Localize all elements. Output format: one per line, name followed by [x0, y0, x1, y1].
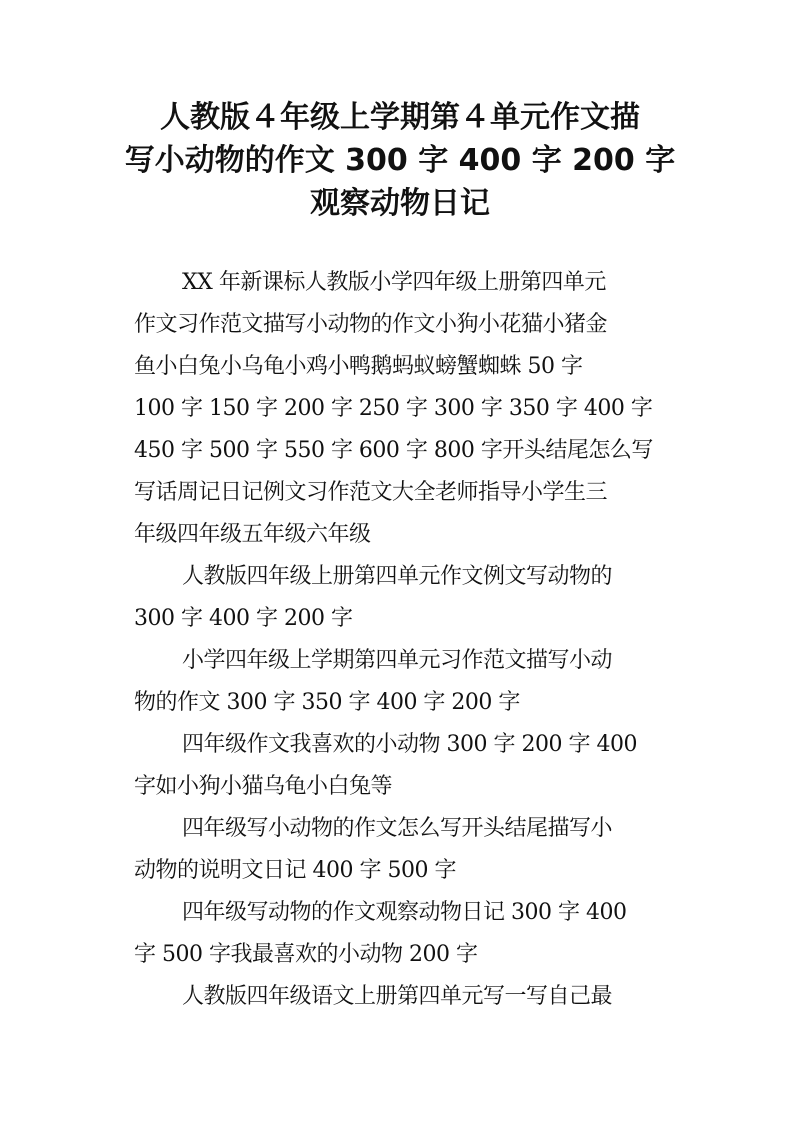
paragraph	[134, 262, 666, 556]
paragraph	[134, 808, 666, 892]
text-line: 小学四年级上学期第四单元习作范文描写小动	[182, 648, 613, 673]
text-line: 四年级写小动物的作文怎么写开头结尾描写小	[182, 816, 613, 841]
paragraph	[134, 640, 666, 724]
text-line: 动物的说明文日记 400 字 500 字	[134, 858, 456, 883]
title-line: 人教版４年级上学期第４单元作文描	[160, 100, 640, 135]
text-line: 字 500 字我最喜欢的小动物 200 字	[134, 942, 478, 967]
text-line: 人教版四年级语文上册第四单元写一写自己最	[182, 984, 613, 1009]
text-line: 100 字 150 字 200 字 250 字 300 字 350 字 400 字	[134, 396, 653, 421]
paragraph	[134, 724, 666, 808]
text-line: 写话周记日记例文习作范文大全老师指导小学生三	[134, 480, 608, 505]
text-line: 四年级写动物的作文观察动物日记 300 字 400	[182, 900, 627, 925]
paragraph	[134, 892, 666, 976]
text-line: 450 字 500 字 550 字 600 字 800 字开头结尾怎么写	[134, 438, 653, 463]
text-line: 物的作文 300 字 350 字 400 字 200 字	[134, 690, 520, 715]
text-line: 年级四年级五年级六年级	[134, 522, 371, 547]
document-title	[100, 96, 700, 225]
text-line: 字如小狗小猫乌龟小白兔等	[134, 774, 393, 799]
text-line: 作文习作范文描写小动物的作文小狗小花猫小猪金	[134, 312, 608, 337]
paragraph	[134, 556, 666, 640]
text-line: XX 年新课标人教版小学四年级上册第四单元	[182, 270, 606, 295]
text-line: 人教版四年级上册第四单元作文例文写动物的	[182, 564, 613, 589]
text-line: 鱼小白兔小乌龟小鸡小鸭鹅蚂蚁螃蟹蜘蛛 50 字	[134, 354, 583, 379]
title-line: 观察动物日记	[310, 186, 490, 221]
title-line: 写小动物的作文 300 字 400 字 200 字	[124, 143, 676, 178]
paragraph	[134, 976, 666, 1018]
text-line: 300 字 400 字 200 字	[134, 606, 353, 631]
document-body	[134, 262, 666, 1018]
text-line: 四年级作文我喜欢的小动物 300 字 200 字 400	[182, 732, 637, 757]
